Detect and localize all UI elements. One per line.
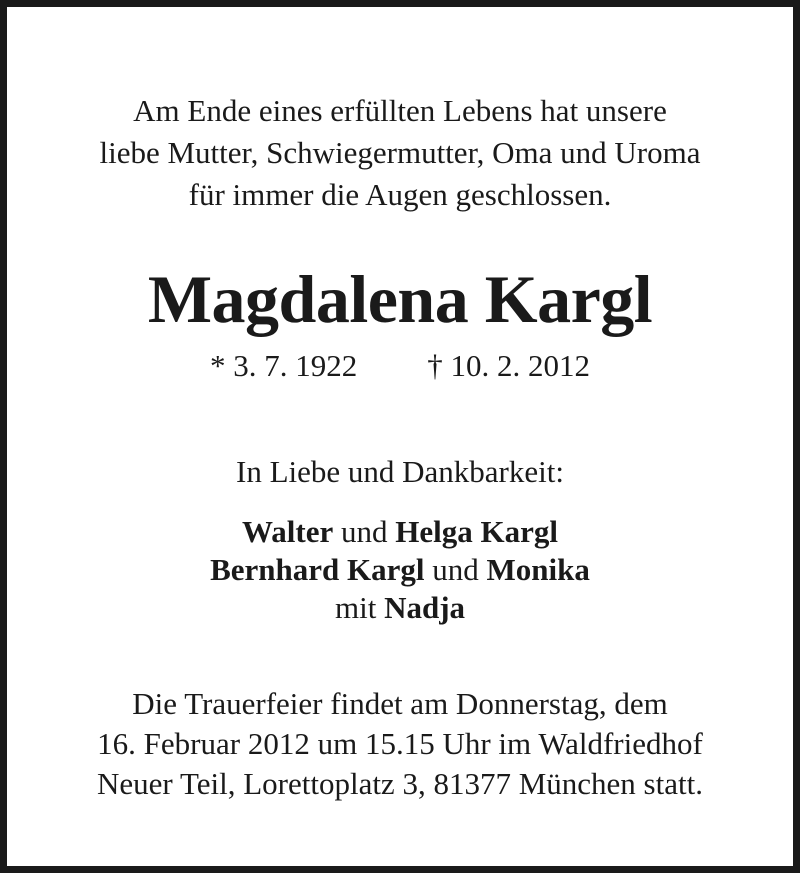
intro-line: Am Ende eines erfüllten Lebens hat unsere (133, 93, 667, 128)
service-line: 16. Februar 2012 um 15.15 Uhr im Waldfriedhof (97, 726, 703, 761)
family-line (7, 551, 793, 589)
family-prefix: mit (334, 590, 385, 625)
family-member-name: Monika (486, 552, 590, 587)
family-line (7, 513, 793, 551)
family-member-name: Walter (242, 514, 334, 549)
service-line: Neuer Teil, Lorettoplatz 3, 81377 München statt. (97, 766, 703, 801)
birth-date: * 3. 7. 1922 (210, 348, 358, 383)
intro-text (7, 90, 793, 216)
family-member-name: Helga Kargl (395, 514, 558, 549)
intro-line: liebe Mutter, Schwiegermutter, Oma und Uroma (99, 135, 701, 170)
life-dates (7, 345, 793, 387)
death-date: † 10. 2. 2012 (427, 348, 590, 383)
funeral-service-info (7, 684, 793, 804)
deceased-name: Magdalena Kargl (147, 261, 653, 337)
family-joiner: und (333, 514, 396, 549)
family-member-name: Nadja (384, 590, 466, 625)
intro-line: für immer die Augen geschlossen. (188, 177, 612, 212)
family-member-name: Bernhard Kargl (210, 552, 425, 587)
family-names (7, 513, 793, 627)
family-joiner: und (424, 552, 487, 587)
dedication-text: In Liebe und Dankbarkeit: (236, 454, 564, 489)
family-line (7, 589, 793, 627)
service-line: Die Trauerfeier findet am Donnerstag, dem (132, 686, 668, 721)
